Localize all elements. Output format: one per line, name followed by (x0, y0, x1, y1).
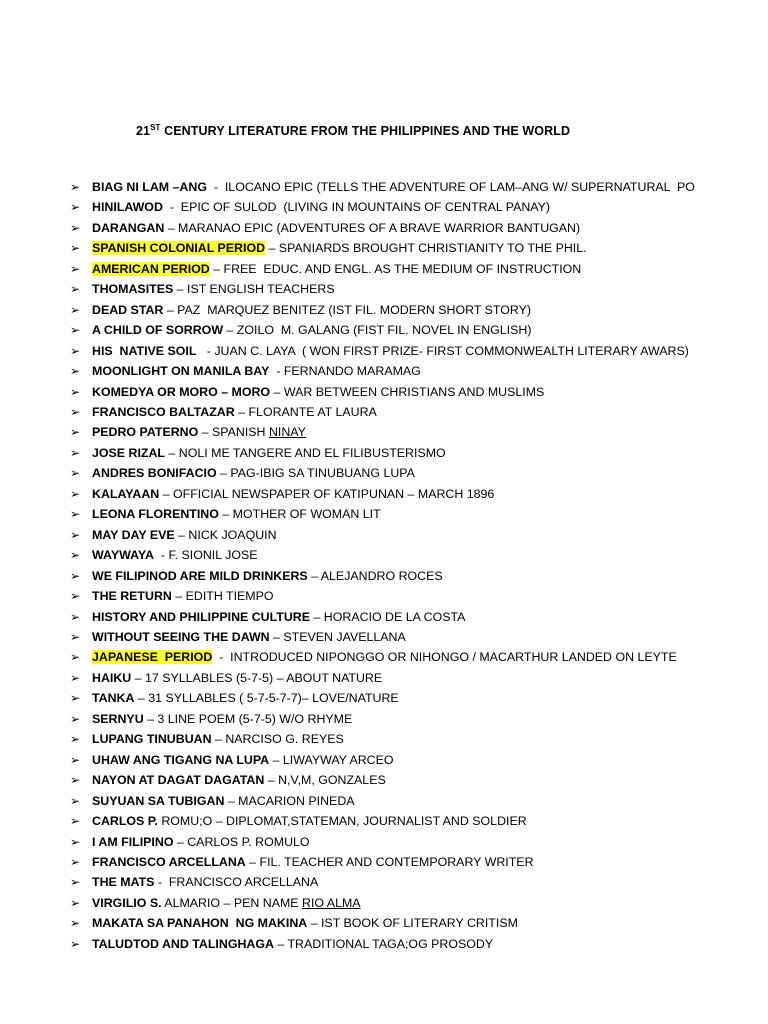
list-item (70, 791, 760, 811)
entry-heading: SERNYU (92, 711, 144, 726)
list-item (70, 934, 760, 954)
entry-description: – IST ENGLISH TEACHERS (173, 282, 335, 297)
arrow-bullet-icon: ➢ (70, 548, 81, 563)
entry-description: – WAR BETWEEN CHRISTIANS AND MUSLIMS (270, 384, 545, 399)
entry-heading: HAIKU (92, 670, 132, 685)
list-item (70, 709, 760, 729)
entry-description: – NICK JOAQUIN (174, 527, 277, 542)
entry-heading: NAYON AT DAGAT DAGATAN (92, 773, 265, 788)
arrow-bullet-icon: ➢ (70, 241, 81, 256)
entry-heading: A CHILD OF SORROW (92, 323, 224, 338)
arrow-bullet-icon: ➢ (70, 323, 81, 338)
entry-heading: UHAW ANG TIGANG NA LUPA (92, 752, 270, 767)
arrow-bullet-icon: ➢ (70, 384, 81, 399)
entry-heading: DARANGAN (92, 220, 165, 235)
arrow-bullet-icon: ➢ (70, 364, 81, 379)
arrow-bullet-icon: ➢ (70, 670, 81, 685)
title-text: CENTURY LITERATURE FROM THE PHILIPPINES AND THE WORLD (160, 124, 571, 138)
entry-description: – MOTHER OF WOMAN LIT (218, 507, 381, 522)
arrow-bullet-icon: ➢ (70, 343, 81, 358)
entry-description: – TRADITIONAL TAGA;OG PROSODY (273, 936, 494, 951)
title-superscript: ST (150, 123, 161, 132)
entry-description: – EDITH TIEMPO (171, 589, 274, 604)
list-item (70, 607, 760, 627)
entry-description: – PAG-IBIG SA TINUBUANG LUPA (216, 466, 415, 481)
entry-description: – SPANIARDS BROUGHT CHRISTIANITY TO THE PHIL. (265, 241, 587, 256)
title-number: 21 (136, 124, 151, 138)
entry-description: – 17 SYLLABLES (5-7-5) – ABOUT NATURE (131, 670, 383, 685)
entry-description: - FRANCISCO ARCELLANA (154, 875, 319, 890)
entry-heading: JOSE RIZAL (92, 445, 165, 460)
entry-heading: SUYUAN SA TUBIGAN (92, 793, 225, 808)
list-item (70, 197, 760, 217)
list-item (70, 913, 760, 933)
list-item (70, 443, 760, 463)
arrow-bullet-icon: ➢ (70, 220, 81, 235)
arrow-bullet-icon: ➢ (70, 875, 81, 890)
entry-description: – OFFICIAL NEWSPAPER OF KATIPUNAN – MARCH 1896 (159, 486, 495, 501)
entry-heading: FRANCISCO BALTAZAR (92, 404, 235, 419)
entry-description: - EPIC OF SULOD (LIVING IN MOUNTAINS OF CENTRAL PANAY) (162, 200, 551, 215)
list-item (70, 279, 760, 299)
arrow-bullet-icon: ➢ (70, 732, 81, 747)
list-item (70, 259, 760, 279)
entry-heading: MAKATA SA PANAHON NG MAKINA (92, 916, 308, 931)
list-item (70, 238, 760, 258)
arrow-bullet-icon: ➢ (70, 752, 81, 767)
entry-heading: THE MATS (92, 875, 155, 890)
arrow-bullet-icon: ➢ (70, 854, 81, 869)
arrow-bullet-icon: ➢ (70, 711, 81, 726)
list-item (70, 422, 760, 442)
list-item (70, 688, 760, 708)
list-item (70, 647, 760, 667)
entry-heading: CARLOS P. (92, 814, 158, 829)
list-item (70, 484, 760, 504)
list-item (70, 893, 760, 913)
list-item (70, 218, 760, 238)
arrow-bullet-icon: ➢ (70, 936, 81, 951)
arrow-bullet-icon: ➢ (70, 507, 81, 522)
entry-description: – FIL. TEACHER AND CONTEMPORARY WRITER (245, 854, 534, 869)
entry-description: – LIWAYWAY ARCEO (269, 752, 394, 767)
list-item (70, 872, 760, 892)
list-item (70, 770, 760, 790)
entry-heading: TALUDTOD AND TALINGHAGA (92, 936, 274, 951)
entry-description: - FERNANDO MARAMAG (269, 364, 421, 379)
entry-description: - ILOCANO EPIC (TELLS THE ADVENTURE OF LAM–ANG W/ SUPERNATURAL PO (206, 180, 695, 194)
list-item (70, 832, 760, 852)
list-item (70, 545, 760, 565)
entry-description: – ZOILO M. GALANG (FIST FIL. NOVEL IN ENGLISH) (223, 323, 532, 338)
arrow-bullet-icon: ➢ (70, 691, 81, 706)
entry-heading: TANKA (92, 691, 135, 706)
list-item (70, 402, 760, 422)
entry-heading: I AM FILIPINO (92, 834, 174, 849)
entry-description: – STEVEN JAVELLANA (269, 629, 406, 644)
list-item (70, 463, 760, 483)
entry-description: – SPANISH (198, 425, 269, 440)
arrow-bullet-icon: ➢ (70, 650, 81, 665)
arrow-bullet-icon: ➢ (70, 609, 81, 624)
arrow-bullet-icon: ➢ (70, 589, 81, 604)
entry-description: – MARANAO EPIC (ADVENTURES OF A BRAVE WARRIOR BANTUGAN) (164, 220, 581, 235)
arrow-bullet-icon: ➢ (70, 466, 81, 481)
list-item (70, 729, 760, 749)
entry-heading: WITHOUT SEEING THE DAWN (92, 629, 270, 644)
entry-description: – HORACIO DE LA COSTA (310, 609, 466, 624)
entry-description: – MACARION PINEDA (224, 793, 355, 808)
arrow-bullet-icon: ➢ (70, 200, 81, 215)
list-item (70, 525, 760, 545)
entry-heading: THOMASITES (92, 282, 174, 297)
entry-heading: MAY DAY EVE (92, 527, 175, 542)
entry-heading: ANDRES BONIFACIO (92, 466, 217, 481)
list-item (70, 566, 760, 586)
arrow-bullet-icon: ➢ (70, 793, 81, 808)
entry-heading: SPANISH COLONIAL PERIOD (92, 241, 266, 256)
arrow-bullet-icon: ➢ (70, 916, 81, 931)
entry-heading: HIS NATIVE SOIL (92, 343, 197, 358)
entry-underlined-text: RIO ALMA (302, 895, 361, 910)
entry-description: – ALEJANDRO ROCES (307, 568, 443, 583)
entry-description: ROMU;O – DIPLOMAT,STATEMAN, JOURNALIST AND SOLDIER (157, 814, 527, 829)
arrow-bullet-icon: ➢ (70, 895, 81, 910)
entry-description: – FREE EDUC. AND ENGL. AS THE MEDIUM OF INSTRUCTION (209, 261, 582, 276)
entry-heading: AMERICAN PERIOD (92, 261, 210, 276)
entry-description: - INTRODUCED NIPONGGO OR NIHONGO / MACARTHUR LANDED ON LEYTE (212, 650, 677, 665)
list-item (70, 504, 760, 524)
entry-underlined-text: NINAY (268, 425, 306, 440)
literature-list (70, 177, 760, 954)
entry-description: – 3 LINE POEM (5-7-5) W/O RHYME (143, 711, 353, 726)
arrow-bullet-icon: ➢ (70, 568, 81, 583)
entry-description: – PAZ MARQUEZ BENITEZ (IST FIL. MODERN SHORT STORY) (163, 302, 532, 317)
list-item (70, 300, 760, 320)
entry-heading: THE RETURN (92, 589, 172, 604)
entry-heading: KALAYAAN (92, 486, 160, 501)
list-item (70, 177, 760, 197)
entry-heading: KOMEDYA OR MORO – MORO (92, 384, 271, 399)
entry-heading: WAYWAYA (92, 548, 154, 563)
entry-heading: JAPANESE PERIOD (92, 650, 213, 665)
list-item (70, 341, 760, 361)
entry-description: – NOLI ME TANGERE AND EL FILIBUSTERISMO (164, 445, 446, 460)
arrow-bullet-icon: ➢ (70, 486, 81, 501)
entry-heading: HISTORY AND PHILIPPINE CULTURE (92, 609, 311, 624)
arrow-bullet-icon: ➢ (70, 180, 81, 194)
entry-description: – 31 SYLLABLES ( 5-7-5-7-7)– LOVE/NATURE (134, 691, 399, 706)
document-title (136, 124, 570, 138)
list-item (70, 382, 760, 402)
entry-description: ALMARIO – PEN NAME (161, 895, 303, 910)
arrow-bullet-icon: ➢ (70, 282, 81, 297)
entry-heading: FRANCISCO ARCELLANA (92, 854, 246, 869)
list-item (70, 852, 760, 872)
list-item (70, 586, 760, 606)
entry-heading: MOONLIGHT ON MANILA BAY (92, 364, 270, 379)
arrow-bullet-icon: ➢ (70, 445, 81, 460)
list-item (70, 811, 760, 831)
arrow-bullet-icon: ➢ (70, 629, 81, 644)
entry-heading: VIRGILIO S. (92, 895, 162, 910)
arrow-bullet-icon: ➢ (70, 834, 81, 849)
list-item (70, 668, 760, 688)
list-item (70, 361, 760, 381)
arrow-bullet-icon: ➢ (70, 425, 81, 440)
entry-description: – NARCISO G. REYES (211, 732, 344, 747)
entry-heading: BIAG NI LAM –ANG (92, 180, 207, 194)
entry-description: – N,V,M, GONZALES (264, 773, 386, 788)
list-item (70, 750, 760, 770)
list-item (70, 320, 760, 340)
arrow-bullet-icon: ➢ (70, 261, 81, 276)
entry-description: - F. SIONIL JOSE (153, 548, 258, 563)
arrow-bullet-icon: ➢ (70, 404, 81, 419)
entry-description: – FLORANTE AT LAURA (234, 404, 377, 419)
arrow-bullet-icon: ➢ (70, 527, 81, 542)
arrow-bullet-icon: ➢ (70, 302, 81, 317)
arrow-bullet-icon: ➢ (70, 814, 81, 829)
entry-description: – CARLOS P. ROMULO (173, 834, 310, 849)
entry-heading: DEAD STAR (92, 302, 164, 317)
entry-description: - JUAN C. LAYA ( WON FIRST PRIZE- FIRST COMMONWEALTH LITERARY AWARS) (196, 343, 689, 358)
entry-heading: LEONA FLORENTINO (92, 507, 219, 522)
entry-description: – IST BOOK OF LITERARY CRITISM (307, 916, 518, 931)
arrow-bullet-icon: ➢ (70, 773, 81, 788)
entry-heading: WE FILIPINOD ARE MILD DRINKERS (92, 568, 308, 583)
entry-heading: LUPANG TINUBUAN (92, 732, 212, 747)
entry-heading: HINILAWOD (92, 200, 163, 215)
entry-heading: PEDRO PATERNO (92, 425, 199, 440)
list-item (70, 627, 760, 647)
